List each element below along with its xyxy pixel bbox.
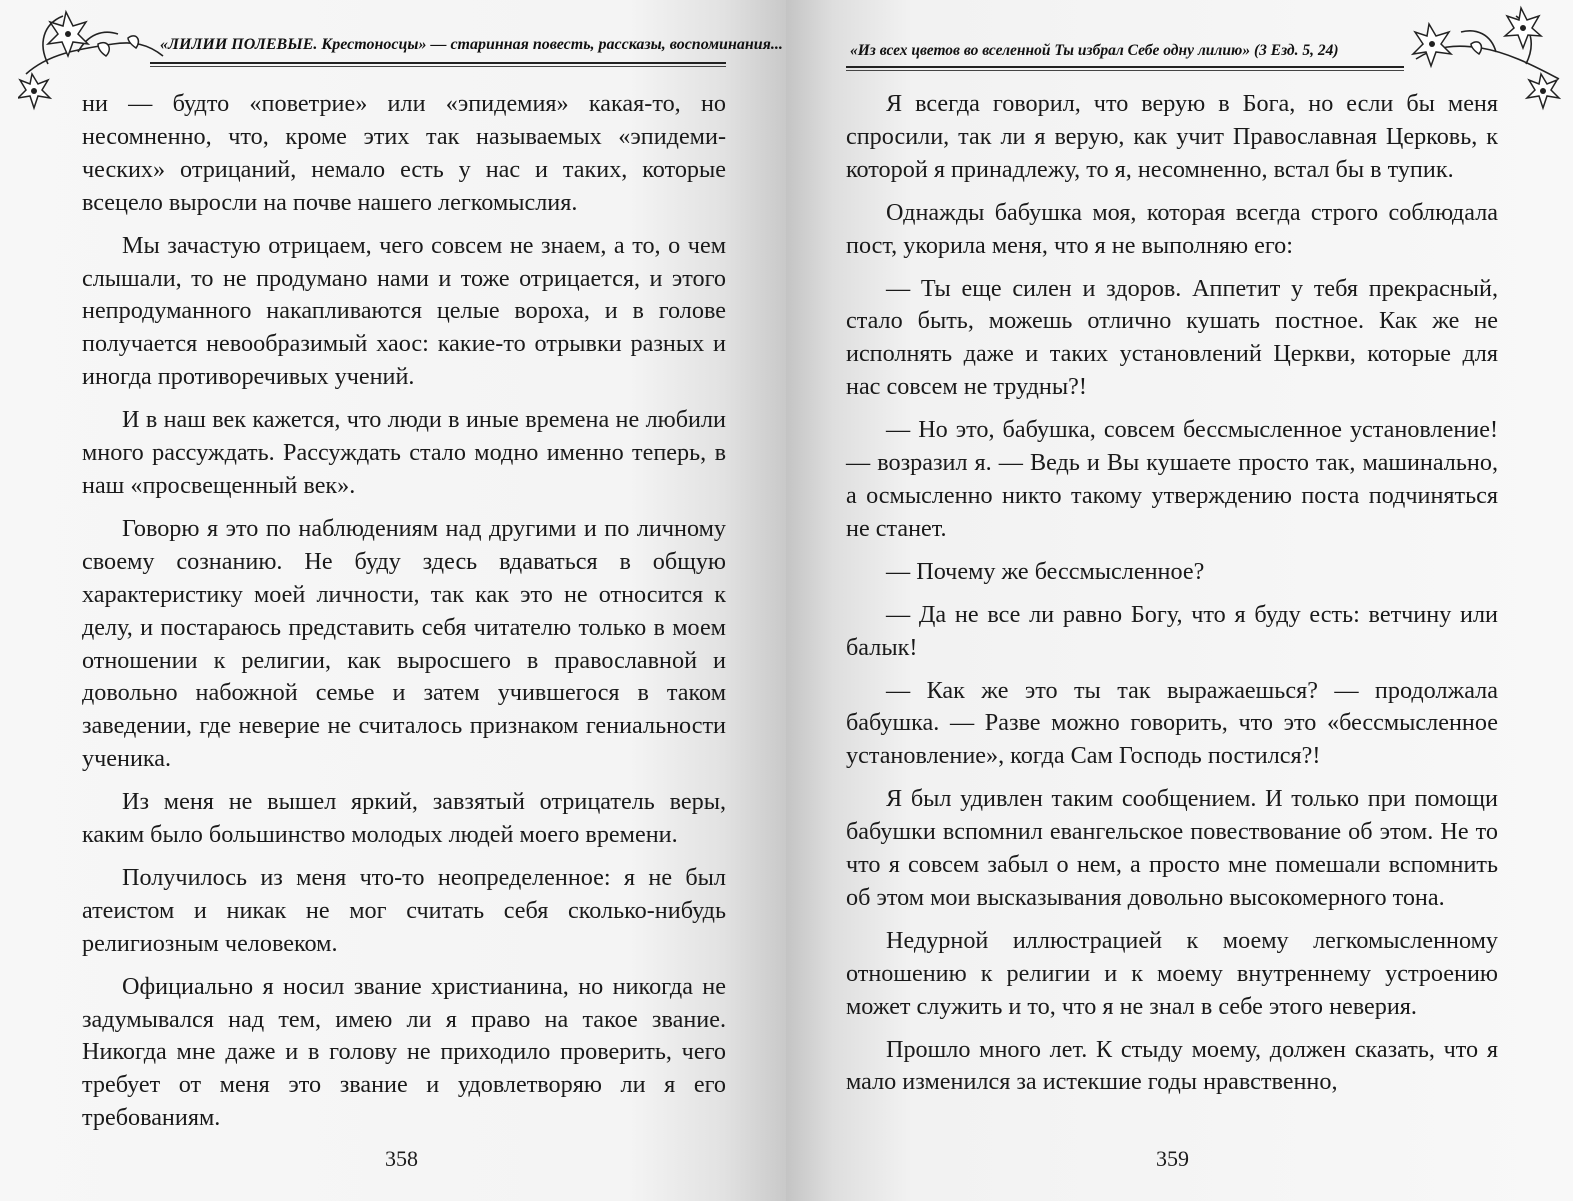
- paragraph: — Но это, бабушка, совсем бессмысленное установление! — возразил я. — Ведь и Вы кушаете просто так, машинально, а осмысленно никто такому утверждению поста подчиняться не станет.: [846, 416, 1498, 542]
- header-rule: [150, 62, 726, 64]
- left-page: [0, 0, 786, 1201]
- right-page: [786, 0, 1573, 1201]
- page-number: 359: [1156, 1146, 1189, 1171]
- paragraph: Мы зачастую отрицаем, чего совсем не знаем, а то, о чем слышали, то не продумано нами и тоже отрицается, и этого непродуманного накапливаются целые вороха, и в голове получается невообразимый хаос: какие-то отрывки разных и иногда противоречивых учений.: [82, 231, 726, 391]
- paragraph: Однажды бабушка моя, которая всегда строго соблюдала пост, укорила меня, что я не выполняю его:: [846, 198, 1498, 259]
- paragraph: Недурной иллюстрацией к моему легкомысленному отношению к религии и к моему внутреннему устроению может служить и то, что я не знал в себе этого неверия.: [846, 926, 1498, 1020]
- running-header: «ЛИЛИИ ПОЛЕВЫЕ. Крестоносцы» — старинная повесть, рассказы, воспоминания...: [160, 36, 783, 53]
- running-header: «Из всех цветов во вселенной Ты избрал Себе одну лилию» (3 Езд. 5, 24): [850, 42, 1339, 59]
- paragraph: Говорю я это по наблюдениям над другими и по личному своему сознанию. Не буду здесь вдаваться в общую характеристику моей личности, так как это не относится к делу, и постараюсь представить себя читателю только в моем отношении к религии, как выросшего в православной и довольно набожной семье и затем учившегося в таком заведении, где неверие не считалось признаком гениальности ученика.: [82, 514, 726, 773]
- header-rule: [846, 66, 1404, 68]
- page-number: 358: [385, 1146, 418, 1171]
- paragraph: Я всегда говорил, что верую в Бога, но если бы меня спросили, так ли я верую, как учит Православная Церковь, к которой я принадлежу, то я, несомненно, встал бы в тупик.: [846, 90, 1498, 183]
- paragraph: ни — будто «поветрие» или «эпидемия» какая-то, но несомненно, что, кроме этих так называемых «эпидемических» отрицаний, немало есть у нас и таких, которые всецело выросли на почве нашего легкомыслия.: [82, 90, 726, 216]
- paragraph: Прошло много лет. К стыду моему, должен сказать, что я мало изменился за истекшие годы нравственно,: [846, 1035, 1498, 1096]
- right-text-block: [846, 88, 1498, 1109]
- paragraph: — Ты еще силен и здоров. Аппетит у тебя прекрасный, стало быть, можешь отлично кушать постное. Как же не исполнять даже и таких установлений Церкви, которые для нас совсем не трудны?!: [846, 274, 1498, 401]
- paragraph: — Как же это ты так выражаешься? — продолжала бабушка. — Разве можно говорить, что это «бессмысленное установление», когда Сам Господь постился?!: [846, 676, 1498, 770]
- paragraph: Официально я носил звание христианина, но никогда не задумывался над тем, имею ли я право на такое звание. Никогда мне даже и в голову не приходило проверить, чего требует от меня это звание и удовлетворяю ли я его требованиям.: [82, 972, 726, 1132]
- paragraph: И в наш век кажется, что люди в иные времена не любили много рассуждать. Рассуждать стало модно именно теперь, в наш «просвещенный век».: [82, 406, 726, 499]
- paragraph: — Да не все ли равно Богу, что я буду есть: ветчину или балык!: [846, 600, 1498, 661]
- left-text-block: [82, 88, 726, 1145]
- paragraph: Получилось из меня что-то неопределенное: я не был атеистом и никак не мог считать себя сколько-нибудь религиозным человеком.: [82, 863, 726, 957]
- paragraph: Из меня не вышел яркий, завзятый отрицатель веры, каким было большинство молодых людей моего времени.: [82, 788, 726, 849]
- paragraph: — Почему же бессмысленное?: [886, 557, 1205, 585]
- paragraph: Я был удивлен таким сообщением. И только при помощи бабушки вспомнил евангельское повествование об этом. Не то что я совсем забыл о нем, а просто мне помешали вспомнить об этом мои высказывания довольно высокомерного тона.: [846, 785, 1498, 911]
